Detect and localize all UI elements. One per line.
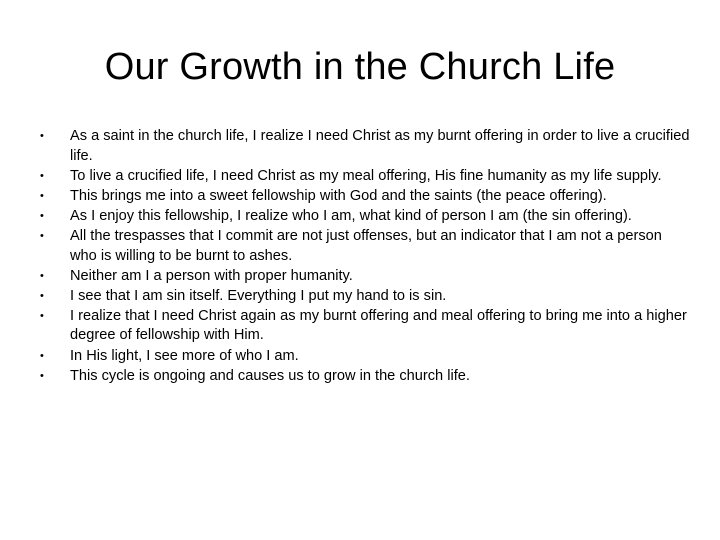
bullet-dot-icon: • <box>40 349 44 362</box>
bullet-dot-icon: • <box>40 369 44 382</box>
bullet-text: Neither am I a person with proper humanity. <box>70 267 353 284</box>
bullet-item <box>40 287 690 307</box>
bullet-dot-icon: • <box>40 209 44 222</box>
bullet-dot-icon: • <box>40 229 44 242</box>
bullet-text: I realize that I need Christ again as my burnt offering and meal offering to bring me into a higher degree of fellowship with Him. <box>70 307 687 344</box>
bullet-text: As I enjoy this fellowship, I realize who I am, what kind of person I am (the sin offering). <box>70 207 632 224</box>
bullet-dot-icon: • <box>40 289 44 302</box>
bullet-dot-icon: • <box>40 309 44 322</box>
bullet-text: I see that I am sin itself. Everything I put my hand to is sin. <box>70 287 447 304</box>
bullet-item <box>40 347 690 367</box>
bullet-text: As a saint in the church life, I realize I need Christ as my burnt offering in order to live a crucified life. <box>70 128 690 164</box>
slide-title: Our Growth in the Church Life <box>104 46 616 88</box>
bullet-text: This cycle is ongoing and causes us to grow in the church life. <box>70 367 470 384</box>
bullet-text: This brings me into a sweet fellowship with God and the saints (the peace offering). <box>70 187 607 204</box>
bullet-item <box>40 227 690 266</box>
bullet-item <box>40 127 690 166</box>
bullet-item <box>40 307 690 346</box>
bullet-dot-icon: • <box>40 130 44 142</box>
bullet-text: In His light, I see more of who I am. <box>70 347 299 364</box>
bullet-item <box>40 187 690 207</box>
bullet-dot-icon: • <box>40 189 44 202</box>
bullet-dot-icon: • <box>40 269 44 282</box>
bullet-text: All the trespasses that I commit are not just offenses, but an indicator that I am not a person who is willing to be burnt to ashes. <box>70 227 662 264</box>
bullet-text: To live a crucified life, I need Christ as my meal offering, His fine humanity as my life supply. <box>70 167 662 184</box>
bullet-item <box>40 207 690 227</box>
bullet-item <box>40 167 690 187</box>
bullet-item <box>40 267 690 287</box>
bullet-list <box>40 127 690 387</box>
bullet-dot-icon: • <box>40 169 44 182</box>
bullet-item <box>40 367 690 387</box>
